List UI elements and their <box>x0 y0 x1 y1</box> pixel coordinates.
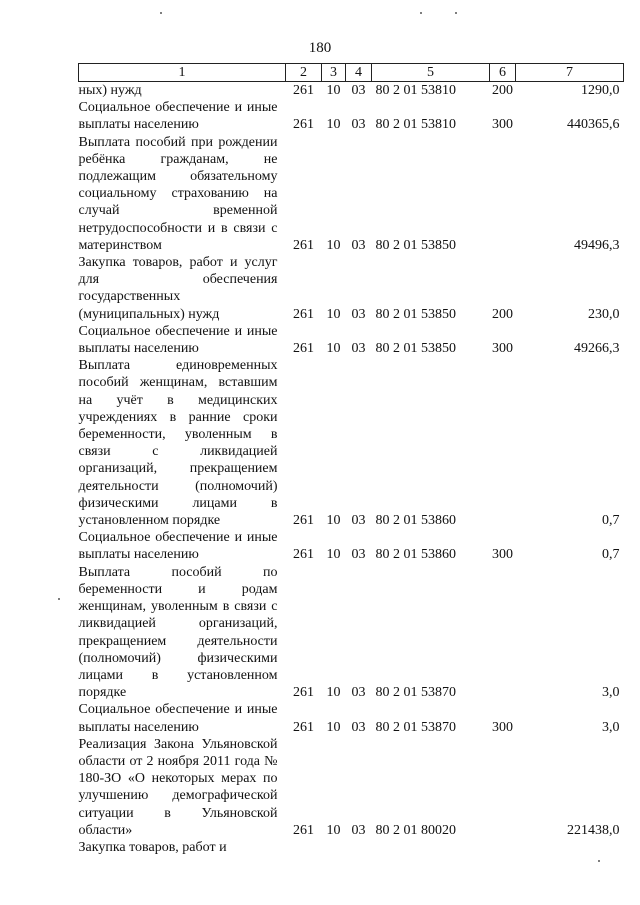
row-name: ных) нужд <box>78 83 142 98</box>
subsection-code: 03 <box>351 513 366 529</box>
ministry-code: 261 <box>293 513 314 529</box>
header-col-3: 3 <box>322 64 346 82</box>
expense-type <box>490 564 516 702</box>
row-name: Выплата пособий при рождении ребёнка гражданам, не подлежащим обязательному социальному страхованию на случай временной нетрудоспособности и в связи с материнством <box>78 134 278 253</box>
table-row <box>79 839 624 856</box>
amount: 49266,3 <box>574 341 620 357</box>
table-row <box>79 99 624 133</box>
row-name: Социальное обеспечение и иные выплаты населению <box>78 530 278 563</box>
subsection-code: 03 <box>351 822 366 838</box>
ministry-code: 261 <box>293 547 314 563</box>
row-name: Социальное обеспечение и иные выплаты населению <box>78 100 278 133</box>
target-article: 80 2 01 53850 <box>375 341 456 357</box>
ministry-code: 261 <box>293 341 314 357</box>
target-article: 80 2 01 53810 <box>375 83 456 98</box>
section-code: 10 <box>326 685 341 701</box>
section-code: 10 <box>326 822 341 838</box>
scan-speck <box>598 860 600 862</box>
table-row <box>79 134 624 254</box>
target-article: 80 2 01 53860 <box>375 513 456 529</box>
subsection-code: 03 <box>351 685 366 701</box>
header-col-7: 7 <box>516 64 624 82</box>
subsection-code <box>346 839 372 856</box>
target-article: 80 2 01 53870 <box>375 685 456 701</box>
subsection-code: 03 <box>351 306 366 322</box>
table-row <box>79 323 624 357</box>
table-row <box>79 254 624 323</box>
table-body <box>79 82 624 857</box>
subsection-code: 03 <box>351 117 366 133</box>
target-article: 80 2 01 53870 <box>375 719 456 735</box>
header-col-6: 6 <box>490 64 516 82</box>
expense-type: 300 <box>492 341 513 357</box>
section-code: 10 <box>326 117 341 133</box>
ministry-code: 261 <box>293 117 314 133</box>
subsection-code: 03 <box>351 341 366 357</box>
row-name: Реализация Закона Ульяновской области от 2 ноября 2011 года № 180-ЗО «О некоторых мерах по улучшению демографической ситуации в Ульяновской области» <box>78 736 278 838</box>
target-article: 80 2 01 53810 <box>375 117 456 133</box>
header-col-2: 2 <box>286 64 322 82</box>
amount: 3,0 <box>602 685 620 701</box>
subsection-code: 03 <box>351 719 366 735</box>
target-article: 80 2 01 80020 <box>375 822 456 838</box>
expense-type <box>490 357 516 529</box>
amount: 440365,6 <box>567 117 620 133</box>
ministry-code: 261 <box>293 306 314 322</box>
section-code: 10 <box>326 547 341 563</box>
scan-speck <box>420 12 422 14</box>
scan-speck <box>58 598 60 600</box>
target-article <box>372 839 490 856</box>
scan-speck <box>455 12 457 14</box>
row-name: Социальное обеспечение и иные выплаты населению <box>78 323 278 357</box>
section-code: 10 <box>326 513 341 529</box>
amount: 0,7 <box>602 547 620 563</box>
expense-type: 300 <box>492 117 513 133</box>
table-header <box>79 64 624 82</box>
row-name: Социальное обеспечение и иные выплаты населению <box>78 702 278 735</box>
section-code: 10 <box>326 83 341 98</box>
row-name: Выплата единовременных пособий женщинам, вставшим на учёт в медицинских учреждениях в ранние сроки беременности, уволенным в связи с ликвидацией организаций, прекращением деятельности (полномочий) физическими лицами в установленном порядке <box>78 358 278 529</box>
subsection-code: 03 <box>351 83 366 98</box>
amount <box>516 839 624 856</box>
header-col-5: 5 <box>372 64 490 82</box>
page-number: 180 <box>308 40 332 56</box>
table-row <box>79 357 624 529</box>
table-row <box>79 736 624 839</box>
row-name: Закупка товаров, работ и <box>78 839 227 855</box>
subsection-code: 03 <box>351 547 366 563</box>
ministry-code: 261 <box>293 822 314 838</box>
target-article: 80 2 01 53850 <box>375 306 456 322</box>
subsection-code: 03 <box>351 237 366 253</box>
section-code <box>322 839 346 856</box>
target-article: 80 2 01 53850 <box>375 237 456 253</box>
header-col-1: 1 <box>79 64 286 82</box>
expense-type <box>490 134 516 254</box>
ministry-code: 261 <box>293 237 314 253</box>
table-row <box>79 701 624 735</box>
table-row <box>79 564 624 702</box>
ministry-code <box>286 839 322 856</box>
section-code: 10 <box>326 306 341 322</box>
table-row <box>79 529 624 563</box>
ministry-code: 261 <box>293 719 314 735</box>
section-code: 10 <box>326 341 341 357</box>
amount: 230,0 <box>588 306 620 322</box>
section-code: 10 <box>326 237 341 253</box>
amount: 49496,3 <box>574 237 620 253</box>
expense-type: 200 <box>492 306 513 322</box>
expense-type: 300 <box>492 547 513 563</box>
expense-type <box>490 839 516 856</box>
table-row <box>79 82 624 100</box>
row-name: Выплата пособий по беременности и родам женщинам, уволенным в связи с ликвидацией организаций, прекращением деятельности (полномочий) физическими лицами в установленном порядке <box>78 564 278 701</box>
header-col-4: 4 <box>346 64 372 82</box>
expense-type <box>490 736 516 839</box>
expense-type: 300 <box>492 719 513 735</box>
expense-type: 200 <box>492 83 513 98</box>
budget-table <box>78 63 624 856</box>
amount: 221438,0 <box>567 822 620 838</box>
amount: 1290,0 <box>581 83 620 98</box>
amount: 3,0 <box>602 719 620 735</box>
ministry-code: 261 <box>293 685 314 701</box>
target-article: 80 2 01 53860 <box>375 547 456 563</box>
scan-speck <box>160 12 162 14</box>
row-name: Закупка товаров, работ и услуг для обеспечения государственных (муниципальных) нужд <box>78 255 278 322</box>
section-code: 10 <box>326 719 341 735</box>
amount: 0,7 <box>602 513 620 529</box>
ministry-code: 261 <box>293 83 314 98</box>
